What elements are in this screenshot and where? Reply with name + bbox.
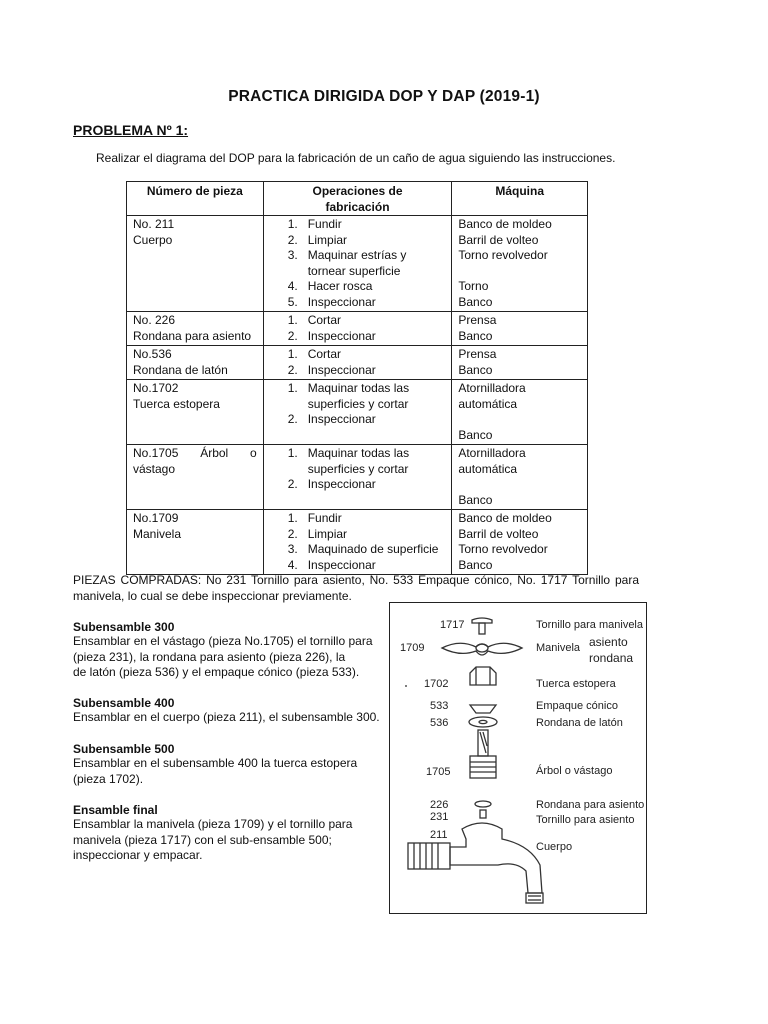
operation-text: Fundir — [307, 217, 342, 231]
label-tuerca-estopera: Tuerca estopera — [536, 678, 616, 690]
machine-cell — [452, 346, 588, 380]
label-empaque-conico: Empaque cónico — [536, 700, 618, 712]
subassembly-line: de latón (pieza 536) y el empaque cónico (pieza 533). — [73, 665, 360, 679]
operation-text: Maquinar todas las — [307, 446, 410, 460]
operations-cell — [263, 445, 452, 510]
operation-number: 1. — [287, 217, 298, 231]
operation-text: superficies y cortar — [307, 461, 409, 476]
operation-line — [268, 248, 448, 264]
part-line: Rondana de latón — [133, 362, 228, 377]
part-number-226: 226 — [430, 799, 449, 811]
subassembly-line: (pieza 231), la rondana para asiento (pieza 226), la — [73, 649, 346, 664]
packing-533-shape — [470, 705, 496, 713]
operation-line — [268, 558, 448, 574]
nut-1702-shape — [470, 667, 496, 685]
operation-number: 2. — [287, 477, 298, 491]
label-tornillo-manivela: Tornillo para manivela — [536, 619, 643, 631]
operation-line — [268, 477, 448, 493]
operations-cell — [263, 346, 452, 380]
part-number-1717: 1717 — [440, 619, 465, 631]
operation-text: Maquinar todas las — [307, 381, 410, 395]
operation-text: Inspeccionar — [307, 477, 376, 491]
table-row — [127, 380, 588, 445]
machine-line: Barril de volteo — [458, 526, 539, 541]
machine-line: Banco — [458, 557, 493, 572]
machine-line: Atornilladora — [458, 446, 526, 460]
operation-number: 3. — [287, 248, 298, 262]
part-number-211: 211 — [430, 829, 448, 841]
operation-number: 1. — [287, 381, 298, 395]
operation-line — [268, 233, 448, 249]
operations-table — [126, 181, 588, 575]
table-row — [127, 216, 588, 312]
subassembly-title: Ensamble final — [73, 803, 158, 817]
machine-cell — [452, 380, 588, 445]
label-rondana: rondana — [589, 651, 634, 665]
machine-cell — [452, 510, 588, 575]
intro-text: Realizar el diagrama del DOP para la fabricación de un caño de agua siguiendo las instrucciones. — [96, 151, 616, 165]
part-number-cell — [127, 510, 264, 575]
part-number-cell — [127, 216, 264, 312]
operation-number: 5. — [287, 294, 298, 309]
handle-1709-hub — [476, 644, 488, 652]
operation-line — [268, 279, 448, 295]
small-dot — [405, 685, 407, 687]
label-tornillo-asiento: Tornillo para asiento — [536, 814, 635, 826]
operation-text: Cortar — [307, 313, 342, 327]
part-line: No. 226 — [133, 313, 176, 327]
operation-line — [268, 347, 448, 363]
purchased-parts-text: PIEZAS COMPRADAS: No 231 Tornillo para asiento, No. 533 Empaque cónico, No. 1717 Tornillo para manivela, lo cual se debe inspeccionar previamente. — [73, 573, 639, 603]
handle-1709-shape — [442, 643, 522, 655]
part-number-231: 231 — [430, 811, 449, 823]
label-asiento: asiento — [589, 635, 628, 649]
operation-text: Inspeccionar — [307, 557, 376, 572]
operation-text: Limpiar — [307, 526, 348, 541]
part-number-1702: 1702 — [424, 678, 449, 690]
subassembly-line: Ensamblar la manivela (pieza 1709) y el tornillo para — [73, 817, 353, 831]
machine-line: Banco — [458, 427, 493, 442]
part-line: No. 211 — [133, 217, 175, 231]
operation-number: 1. — [287, 511, 298, 525]
operation-text: Inspeccionar — [307, 412, 376, 426]
part-number-cell — [127, 380, 264, 445]
operation-text: Cortar — [307, 347, 342, 361]
machine-line: Banco — [458, 294, 493, 309]
machine-line: Banco de moldeo — [458, 511, 552, 525]
operation-text: tornear superficie — [307, 263, 401, 278]
operation-number: 4. — [287, 279, 298, 293]
subassembly-300 — [73, 620, 383, 681]
operation-line — [268, 462, 448, 478]
operation-line — [268, 329, 448, 345]
subassembly-title: Subensamble 500 — [73, 742, 175, 756]
operation-number: 2. — [287, 526, 298, 541]
operation-text: Inspeccionar — [307, 362, 376, 377]
machine-line: automática — [458, 396, 518, 411]
machine-line: Prensa — [458, 313, 497, 327]
part-word: No.1705 — [133, 446, 179, 460]
machine-line: Banco — [458, 492, 493, 507]
screw-1717-shank — [479, 623, 485, 634]
machine-line — [458, 477, 581, 493]
operation-number — [268, 462, 308, 478]
table-row — [127, 312, 588, 346]
part-number-cell — [127, 445, 264, 510]
label-arbol-vastago: Árbol o vástago — [536, 765, 613, 777]
operation-number: 1. — [287, 313, 298, 327]
machine-line: Prensa — [458, 347, 497, 361]
part-number-cell — [127, 346, 264, 380]
washer-536-shape — [469, 717, 497, 727]
operation-text: Inspeccionar — [307, 294, 376, 309]
body-211-shape — [450, 823, 542, 893]
operation-number: 4. — [287, 557, 298, 572]
label-rondana-laton: Rondana de latón — [536, 717, 623, 729]
label-manivela: Manivela — [536, 642, 581, 654]
operation-line — [268, 264, 448, 280]
subassembly-400 — [73, 696, 383, 726]
machine-line — [458, 264, 581, 280]
part-number-533: 533 — [430, 700, 449, 712]
operation-number: 2. — [287, 362, 298, 377]
part-number-cell — [127, 312, 264, 346]
operation-text: Hacer rosca — [307, 279, 373, 293]
subassembly-line: manivela (pieza 1717) con el sub-ensamble 500; — [73, 832, 332, 847]
part-line: vástago — [133, 461, 176, 476]
subassembly-line: Ensamblar en el vástago (pieza No.1705) el tornillo para — [73, 634, 373, 648]
operation-number: 2. — [287, 412, 298, 426]
label-rondana-asiento: Rondana para asiento — [536, 799, 645, 811]
operation-text: Limpiar — [307, 232, 348, 247]
operation-line — [268, 511, 448, 527]
operation-line — [268, 217, 448, 233]
subassembly-title: Subensamble 300 — [73, 620, 175, 634]
part-line — [133, 446, 257, 462]
operation-line — [268, 412, 448, 428]
machine-line: Torno revolvedor — [458, 542, 548, 556]
machine-cell — [452, 312, 588, 346]
washer-226-shape — [475, 801, 491, 807]
part-line: No.1709 — [133, 511, 179, 525]
header-operations: Operaciones de fabricación — [263, 182, 452, 216]
subassembly-title: Subensamble 400 — [73, 696, 175, 710]
operation-line — [268, 363, 448, 379]
machine-line: Banco — [458, 362, 493, 377]
machine-line: Barril de volteo — [458, 232, 539, 247]
operations-cell — [263, 216, 452, 312]
faucet-exploded-figure — [389, 602, 647, 914]
subassembly-line: inspeccionar y empacar. — [73, 848, 203, 862]
operation-number: 1. — [287, 347, 298, 361]
table-row — [127, 510, 588, 575]
operation-line — [268, 527, 448, 543]
body-211-outlet — [526, 893, 543, 903]
part-word: Árbol — [200, 446, 229, 460]
problem-heading: PROBLEMA Nº 1: — [73, 122, 189, 138]
operation-text: Fundir — [307, 511, 342, 525]
machine-line: Banco — [458, 328, 493, 343]
part-number-536: 536 — [430, 717, 449, 729]
operations-cell — [263, 380, 452, 445]
machine-line: Atornilladora — [458, 381, 526, 395]
part-number-1705: 1705 — [426, 766, 451, 778]
operation-line — [268, 295, 448, 311]
machine-line: Banco de moldeo — [458, 217, 552, 231]
table-row — [127, 346, 588, 380]
table-row — [127, 445, 588, 510]
page-title: PRACTICA DIRIGIDA DOP Y DAP (2019-1) — [228, 88, 540, 105]
operation-number: 3. — [287, 542, 298, 556]
header-part-number: Número de pieza — [127, 182, 264, 216]
operation-line — [268, 397, 448, 413]
part-line: Cuerpo — [133, 232, 173, 247]
final-assembly — [73, 803, 383, 864]
operation-line — [268, 313, 448, 329]
part-line: No.536 — [133, 347, 172, 361]
operation-number — [268, 264, 308, 280]
part-line: Tuerca estopera — [133, 396, 220, 411]
machine-line: Torno — [458, 279, 489, 293]
operation-text: Inspeccionar — [307, 328, 376, 343]
operation-line — [268, 542, 448, 558]
operation-number: 1. — [287, 446, 298, 460]
subassembly-line: Ensamblar en el cuerpo (pieza 211), el subensamble 300. — [73, 710, 380, 724]
screw-231-shape — [480, 810, 486, 818]
part-number-1709: 1709 — [400, 642, 425, 654]
stem-1705-spline — [480, 732, 486, 753]
part-word: o — [250, 446, 257, 460]
header-machine: Máquina — [452, 182, 588, 216]
operation-line — [268, 446, 448, 462]
part-line: No.1702 — [133, 381, 179, 395]
subassembly-line: (pieza 1702). — [73, 771, 144, 786]
operation-text: superficies y cortar — [307, 396, 409, 411]
subassembly-500 — [73, 742, 383, 787]
part-line: Rondana para asiento — [133, 328, 252, 343]
operation-text: Maquinado de superficie — [307, 542, 439, 556]
machine-cell — [452, 216, 588, 312]
operation-line — [268, 381, 448, 397]
part-line: Manivela — [133, 526, 182, 541]
operation-number: 2. — [287, 328, 298, 343]
washer-536-hole — [479, 720, 487, 723]
table-header-row — [127, 182, 588, 216]
label-cuerpo: Cuerpo — [536, 841, 573, 853]
operation-number: 2. — [287, 232, 298, 247]
screw-1717-shape — [472, 618, 492, 623]
operation-number — [268, 397, 308, 413]
machine-cell — [452, 445, 588, 510]
subassembly-line: Ensamblar en el subensamble 400 la tuerca estopera — [73, 756, 358, 770]
machine-line — [458, 412, 581, 428]
machine-line: Torno revolvedor — [458, 248, 548, 262]
operation-text: Maquinar estrías y — [307, 248, 407, 262]
machine-line: automática — [458, 461, 518, 476]
faucet-drawing — [390, 603, 646, 913]
operations-cell — [263, 510, 452, 575]
table-body — [127, 216, 588, 575]
operations-cell — [263, 312, 452, 346]
